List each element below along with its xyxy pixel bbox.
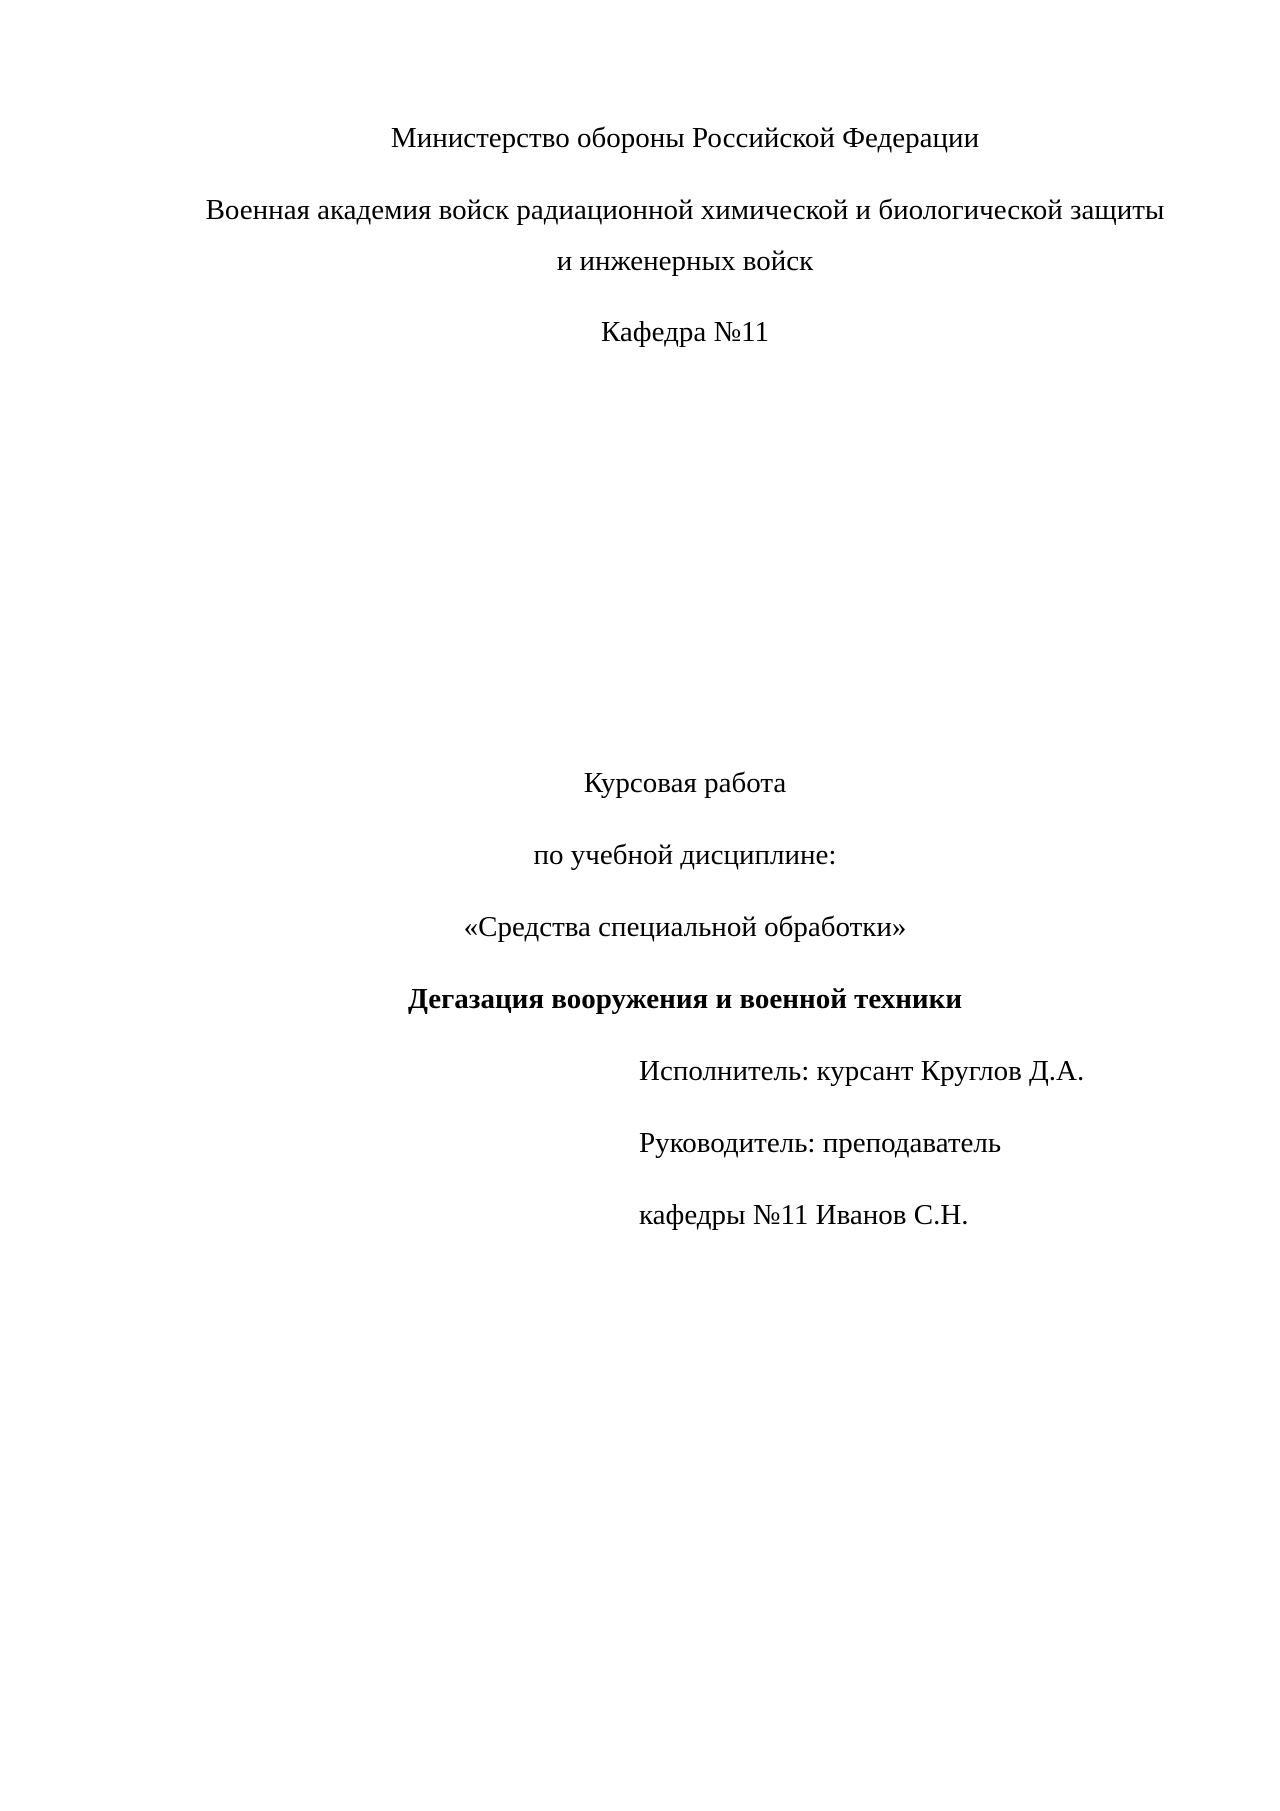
supervisor-line1: Руководитель: преподаватель [639, 1127, 1002, 1159]
academy-title-line2: и инженерных войск [556, 245, 814, 277]
department-title: Кафедра №11 [600, 316, 770, 348]
work-type: Курсовая работа [583, 767, 787, 799]
supervisor-line2: кафедры №11 Иванов С.Н. [639, 1199, 969, 1231]
discipline-name: «Средства специальной обработки» [463, 911, 907, 943]
academy-title-line1: Военная академия войск радиационной химической и биологической защиты [205, 194, 1165, 226]
ministry-title: Министерство обороны Российской Федерации [390, 122, 980, 154]
topic-title: Дегазация вооружения и военной техники [407, 983, 963, 1015]
executor-line: Исполнитель: курсант Круглов Д.А. [639, 1055, 1085, 1087]
discipline-label: по учебной дисциплине: [533, 839, 837, 871]
